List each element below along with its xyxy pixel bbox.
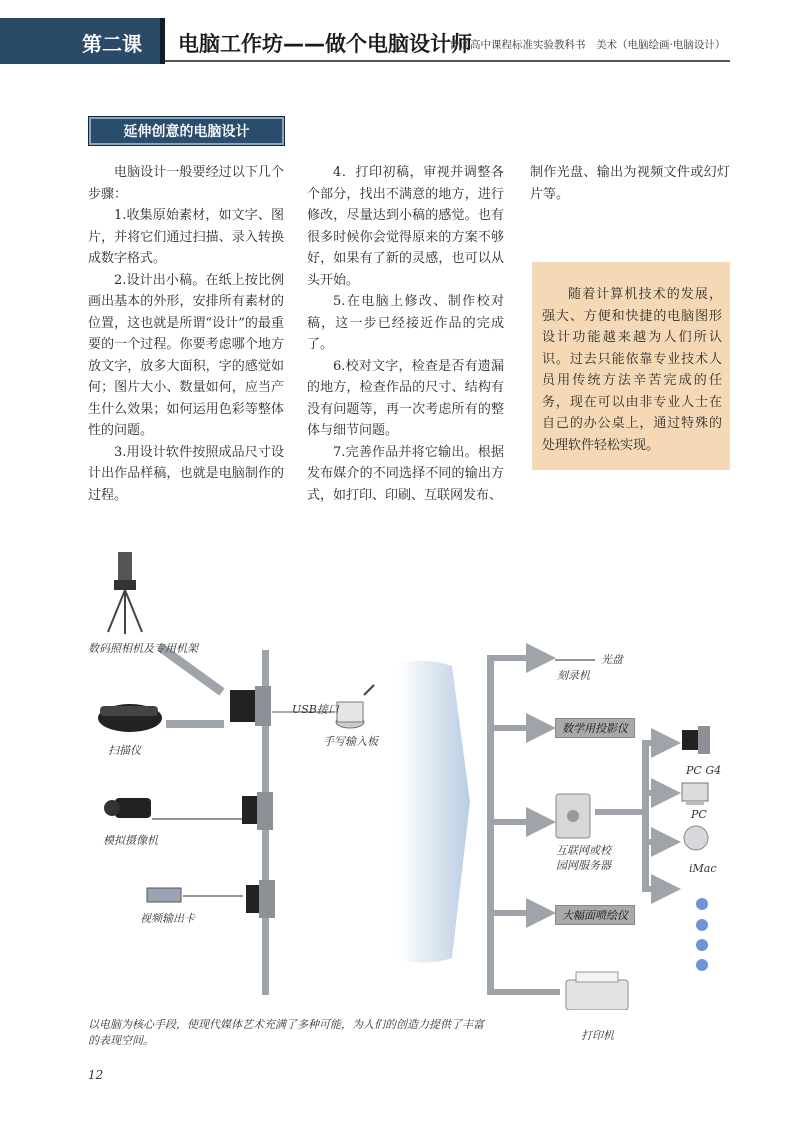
label-scanner: 扫描仪 [108,744,141,757]
paragraph: 1.收集原始素材，如文字、图片，并将它们通过扫描、录入转换成数字格式。 [88,208,284,266]
label-client-imac: iMac [689,862,717,875]
label-server: 互联网或校园网服务器 [556,844,611,872]
label-printer: 打印机 [581,1029,614,1042]
scanner-icon [98,704,162,732]
label-camera: 数码照相机及专用机架 [88,642,198,655]
book-title: 普通高中课程标准实验教科书 美术（电脑绘画·电脑设计） [449,39,726,51]
computer-icon [682,783,708,805]
page-number: 12 [88,1068,104,1082]
ellipsis-dot [696,959,708,971]
printer-icon [566,972,628,1010]
computer-icon [230,686,271,726]
label-client-pcg4: PC G4 [686,764,722,777]
ellipsis-dot [696,939,708,951]
note-text: 随着计算机技术的发展，强大、方便和快捷的电脑图形设计功能越来越为人们所认识。过去只能依靠专业技术人员用传统方法辛苦完成的任务，现在可以由非专业人士在自己的办公桌上，通过特殊的处理软件轻松实现。 [542,287,722,453]
ellipsis-dot [696,919,708,931]
paragraph: 4．打印初稿，审视并调整各个部分，找出不满意的地方，进行修改，尽量达到小稿的感觉。也有很多时候你会觉得原来的方案不够好，如果有了新的灵感，也可以从头开始。 [307,165,504,288]
ellipsis-dot [696,898,708,910]
video-card-icon [147,888,181,902]
tablet-icon [336,685,374,728]
text-column-2 [307,162,504,506]
page-title: 电脑工作坊——做个电脑设计师 [178,32,472,56]
computer-icon [242,792,273,830]
label-client-pc: PC [691,808,707,821]
text-column-1 [88,162,284,506]
paragraph: 制作光盘、输出为视频文件或幻灯片等。 [530,165,730,202]
paragraph: 7.完善作品并将它输出。根据发布媒介的不同选择不同的输出方式，如打印、印刷、互联网发布、 [307,444,504,503]
label-burner: 刻录机 [557,669,590,682]
paragraph: 6.校对文字，检查是否有遗漏的地方，检查作品的尺寸、结构有没有问题等，再一次考虑所有的整体与细节问题。 [307,358,504,438]
label-video-card: 视频输出卡 [140,912,195,925]
video-camera-icon [104,798,242,819]
computer-icon [682,726,710,754]
paragraph: 2.设计出小稿。在纸上按比例画出基本的外形，安排所有素材的位置，这也就是所谓“设计”的最重要的一个过程。你要考虑哪个地方放文字，放多大面积，字的感觉如何；图片大小、数量如何，应当产生什么效果；如何运用色彩等整体性的问题。 [88,272,284,438]
flow-beam [398,661,470,963]
header-rule [165,60,730,62]
section-title: 延伸创意的电脑设计 [123,124,250,140]
projector-box: 数学用投影仪 [555,718,635,738]
label-cd: 光盘 [601,653,623,666]
paragraph: 5.在电脑上修改、制作校对稿，这一步已经接近作品的完成了。 [307,294,504,352]
imac-icon [684,826,708,850]
text-column-3 [530,162,730,205]
workflow-diagram [0,540,800,1010]
paragraph: 3.用设计软件按照成品尺寸设计出作品样稿，也就是电脑制作的过程。 [88,444,284,503]
client-spine [642,740,649,892]
label-video-camera: 模拟摄像机 [103,834,158,847]
label-tablet: 手写输入板 [323,735,378,748]
scanner-connector [166,720,224,728]
server-icon [556,794,590,838]
label-usb: USB接口 [292,703,339,716]
paragraph: 电脑设计一般要经过以下几个步骤： [88,165,284,202]
plotter-box: 大幅面喷绘仪 [555,905,635,925]
lesson-label: 第二课 [82,32,142,56]
figure-caption: 以电脑为核心手段，使现代媒体艺术充满了多种可能，为人们的创造力提供了丰富的表现空间。 [88,1018,484,1047]
tripod-camera-icon [108,552,142,634]
computer-icon [246,880,275,918]
